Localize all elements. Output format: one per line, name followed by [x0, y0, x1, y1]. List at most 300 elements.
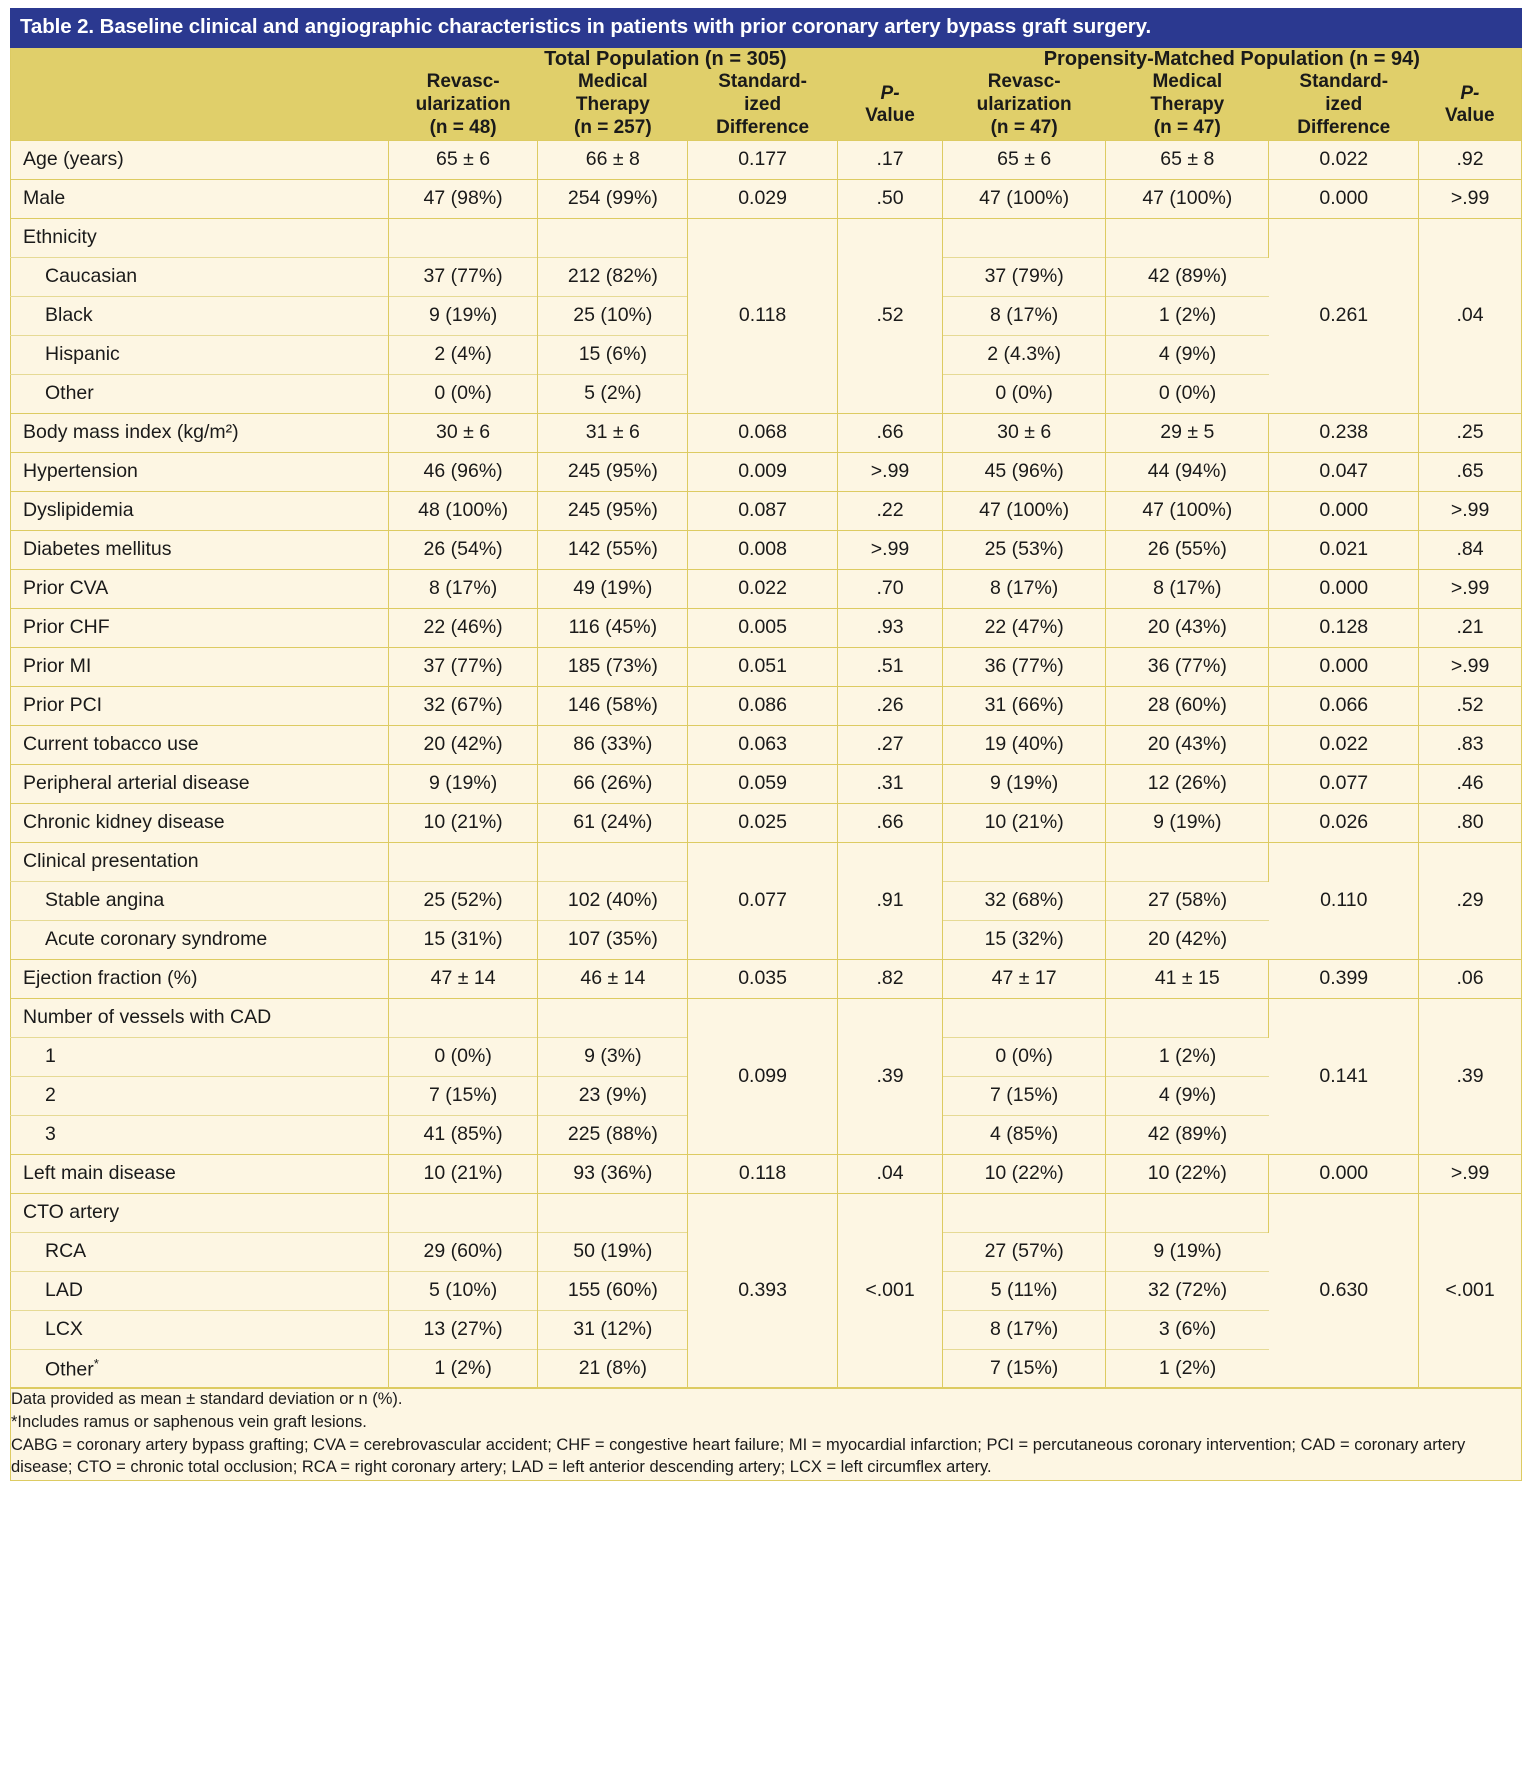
cell-revasc-matched: 0 (0%): [943, 1037, 1106, 1076]
cell-stdiff-matched: 0.000: [1269, 647, 1419, 686]
baseline-characteristics-table: [10, 48, 1522, 1481]
table-row: [11, 569, 1522, 608]
header-line-2: Therapy: [1150, 93, 1225, 115]
cell-revasc-matched: 47 (100%): [943, 179, 1106, 218]
row-label: Stable angina: [11, 881, 389, 920]
row-label: CTO artery: [11, 1193, 389, 1232]
cell-pvalue-total: .51: [837, 647, 942, 686]
row-label: Age (years): [11, 140, 389, 179]
cell-revasc-total: 20 (42%): [388, 725, 538, 764]
cell-revasc-total: 26 (54%): [388, 530, 538, 569]
footnote-line-1: Data provided as mean ± standard deviation or n (%).: [11, 1390, 403, 1409]
cell-revasc-matched: 27 (57%): [943, 1232, 1106, 1271]
cell-medical-total: 21 (8%): [538, 1349, 688, 1388]
cell-medical-matched: [1106, 998, 1269, 1037]
row-label: Ejection fraction (%): [11, 959, 389, 998]
cell-medical-total: 254 (99%): [538, 179, 688, 218]
table-body: [11, 140, 1522, 1388]
table-row: [11, 179, 1522, 218]
cell-revasc-total: 37 (77%): [388, 257, 538, 296]
cell-pvalue-matched: .06: [1419, 959, 1522, 998]
cell-revasc-matched: 45 (96%): [943, 452, 1106, 491]
cell-medical-total: 46 ± 14: [538, 959, 688, 998]
row-label: Current tobacco use: [11, 725, 389, 764]
cell-revasc-matched: 31 (66%): [943, 686, 1106, 725]
cell-revasc-total: 13 (27%): [388, 1310, 538, 1349]
cell-stdiff-total: 0.005: [688, 608, 838, 647]
cell-pvalue-total: >.99: [837, 530, 942, 569]
cell-stdiff-matched: 0.000: [1269, 179, 1419, 218]
cell-revasc-matched: [943, 1193, 1106, 1232]
table-footnotes: [11, 1388, 1522, 1480]
cell-pvalue-matched: .84: [1419, 530, 1522, 569]
cell-stdiff-total: 0.068: [688, 413, 838, 452]
cell-medical-total: 23 (9%): [538, 1076, 688, 1115]
cell-pvalue-matched: .65: [1419, 452, 1522, 491]
row-label: Black: [11, 296, 389, 335]
row-label: 1: [11, 1037, 389, 1076]
table-row: [11, 1193, 1522, 1232]
header-line-2: Therapy: [575, 93, 650, 115]
cell-pvalue-matched: >.99: [1419, 647, 1522, 686]
cell-revasc-total: 1 (2%): [388, 1349, 538, 1388]
footnote-line-3: CABG = coronary artery bypass grafting; CVA = cerebrovascular accident; CHF = congestive heart failure; MI = myocardial infarction; PCI = percutaneous coronary intervention; CAD = coronary artery disease; CTO = chronic total occlusion; RCA = right coronary artery; LAD = left anterior descending artery; LCX = left circumflex artery.: [11, 1435, 1466, 1476]
cell-revasc-matched: [943, 218, 1106, 257]
cell-medical-total: 107 (35%): [538, 920, 688, 959]
table-row: [11, 530, 1522, 569]
cell-revasc-matched: 7 (15%): [943, 1349, 1106, 1388]
header-corner-blank: [11, 48, 389, 72]
row-label: Diabetes mellitus: [11, 530, 389, 569]
cell-revasc-total: 0 (0%): [388, 374, 538, 413]
table-row: [11, 647, 1522, 686]
row-label: Chronic kidney disease: [11, 803, 389, 842]
cell-revasc-total: 32 (67%): [388, 686, 538, 725]
cell-stdiff-matched: 0.000: [1269, 1154, 1419, 1193]
cell-pvalue-total: .26: [837, 686, 942, 725]
cell-pvalue-matched: .25: [1419, 413, 1522, 452]
cell-revasc-total: 46 (96%): [388, 452, 538, 491]
cell-revasc-total: 10 (21%): [388, 1154, 538, 1193]
table-row: [11, 452, 1522, 491]
cell-stdiff-matched: 0.141: [1269, 998, 1419, 1154]
cell-pvalue-matched: >.99: [1419, 491, 1522, 530]
cell-medical-matched: 41 ± 15: [1106, 959, 1269, 998]
header-line-3: (n = 47): [1153, 116, 1221, 138]
cell-medical-matched: 4 (9%): [1106, 1076, 1269, 1115]
cell-medical-matched: 27 (58%): [1106, 881, 1269, 920]
cell-revasc-matched: 10 (22%): [943, 1154, 1106, 1193]
cell-revasc-matched: 5 (11%): [943, 1271, 1106, 1310]
table-row: [11, 803, 1522, 842]
cell-medical-total: [538, 1193, 688, 1232]
cell-revasc-matched: 65 ± 6: [943, 140, 1106, 179]
row-label: Acute coronary syndrome: [11, 920, 389, 959]
cell-medical-matched: 47 (100%): [1106, 491, 1269, 530]
cell-stdiff-total: 0.393: [688, 1193, 838, 1388]
table-row: [11, 998, 1522, 1037]
row-label: Hypertension: [11, 452, 389, 491]
cell-pvalue-matched: >.99: [1419, 179, 1522, 218]
header-label-blank: [11, 71, 389, 140]
cell-medical-matched: 36 (77%): [1106, 647, 1269, 686]
cell-medical-matched: 9 (19%): [1106, 803, 1269, 842]
table-header: [11, 48, 1522, 140]
cell-medical-matched: 20 (43%): [1106, 725, 1269, 764]
cell-revasc-total: 9 (19%): [388, 296, 538, 335]
cell-medical-total: 245 (95%): [538, 452, 688, 491]
cell-stdiff-total: 0.118: [688, 1154, 838, 1193]
cell-revasc-total: 30 ± 6: [388, 413, 538, 452]
row-label: Left main disease: [11, 1154, 389, 1193]
cell-pvalue-total: .39: [837, 998, 942, 1154]
cell-pvalue-matched: .39: [1419, 998, 1522, 1154]
table-title: Table 2. Baseline clinical and angiographic characteristics in patients with prior coronary artery bypass graft surgery.: [10, 8, 1522, 48]
cell-revasc-total: 15 (31%): [388, 920, 538, 959]
header-group-row: [11, 48, 1522, 72]
table-row: [11, 413, 1522, 452]
cell-revasc-total: 10 (21%): [388, 803, 538, 842]
header-line-1: P-: [1460, 82, 1480, 104]
row-label: Body mass index (kg/m²): [11, 413, 389, 452]
header-line-3: Difference: [1297, 116, 1391, 138]
cell-medical-matched: 32 (72%): [1106, 1271, 1269, 1310]
table-row: [11, 140, 1522, 179]
cell-pvalue-total: .70: [837, 569, 942, 608]
cell-revasc-total: [388, 998, 538, 1037]
cell-pvalue-matched: .80: [1419, 803, 1522, 842]
cell-medical-matched: 20 (42%): [1106, 920, 1269, 959]
cell-pvalue-total: .82: [837, 959, 942, 998]
cell-revasc-matched: [943, 842, 1106, 881]
cell-stdiff-matched: 0.022: [1269, 725, 1419, 764]
cell-pvalue-matched: .83: [1419, 725, 1522, 764]
row-label: Clinical presentation: [11, 842, 389, 881]
header-col-revasc-total: [388, 71, 538, 140]
table-row: [11, 725, 1522, 764]
cell-medical-matched: 42 (89%): [1106, 257, 1269, 296]
header-line-1: Medical: [577, 71, 648, 93]
cell-medical-matched: 26 (55%): [1106, 530, 1269, 569]
row-label: LAD: [11, 1271, 389, 1310]
cell-revasc-matched: 36 (77%): [943, 647, 1106, 686]
cell-medical-matched: [1106, 1193, 1269, 1232]
cell-revasc-matched: 32 (68%): [943, 881, 1106, 920]
cell-medical-matched: 29 ± 5: [1106, 413, 1269, 452]
cell-medical-total: 66 ± 8: [538, 140, 688, 179]
cell-revasc-matched: 8 (17%): [943, 1310, 1106, 1349]
cell-revasc-total: 65 ± 6: [388, 140, 538, 179]
cell-medical-total: 185 (73%): [538, 647, 688, 686]
cell-medical-total: 5 (2%): [538, 374, 688, 413]
cell-medical-total: 146 (58%): [538, 686, 688, 725]
cell-medical-total: [538, 998, 688, 1037]
cell-pvalue-total: .52: [837, 218, 942, 413]
cell-stdiff-total: 0.087: [688, 491, 838, 530]
cell-revasc-matched: 19 (40%): [943, 725, 1106, 764]
header-line-1: P-: [880, 82, 900, 104]
cell-pvalue-total: .66: [837, 803, 942, 842]
table-row: [11, 1154, 1522, 1193]
cell-pvalue-total: >.99: [837, 452, 942, 491]
cell-pvalue-total: .31: [837, 764, 942, 803]
table-row: [11, 608, 1522, 647]
footnote-line-2: *Includes ramus or saphenous vein graft lesions.: [11, 1413, 367, 1432]
cell-revasc-total: 25 (52%): [388, 881, 538, 920]
header-line-1: Standard-: [1299, 71, 1389, 93]
cell-stdiff-matched: 0.022: [1269, 140, 1419, 179]
cell-revasc-matched: 47 (100%): [943, 491, 1106, 530]
header-line-3: (n = 257): [574, 116, 652, 138]
header-line-3: (n = 47): [990, 116, 1058, 138]
row-label: Prior PCI: [11, 686, 389, 725]
cell-pvalue-total: .91: [837, 842, 942, 959]
cell-pvalue-total: .50: [837, 179, 942, 218]
cell-pvalue-total: .27: [837, 725, 942, 764]
cell-stdiff-total: 0.177: [688, 140, 838, 179]
cell-revasc-total: [388, 1193, 538, 1232]
header-line-2: ized: [1325, 93, 1363, 115]
cell-revasc-matched: 22 (47%): [943, 608, 1106, 647]
cell-stdiff-total: 0.022: [688, 569, 838, 608]
row-label: Ethnicity: [11, 218, 389, 257]
cell-medical-matched: 9 (19%): [1106, 1232, 1269, 1271]
footnote-cell: [11, 1388, 1522, 1480]
row-label: Caucasian: [11, 257, 389, 296]
row-label: Male: [11, 179, 389, 218]
cell-stdiff-total: 0.009: [688, 452, 838, 491]
cell-medical-total: 61 (24%): [538, 803, 688, 842]
cell-stdiff-matched: 0.399: [1269, 959, 1419, 998]
header-line-1: Medical: [1152, 71, 1223, 93]
table-row: [11, 491, 1522, 530]
cell-pvalue-matched: >.99: [1419, 1154, 1522, 1193]
cell-revasc-matched: 25 (53%): [943, 530, 1106, 569]
cell-medical-total: 155 (60%): [538, 1271, 688, 1310]
cell-stdiff-total: 0.035: [688, 959, 838, 998]
cell-revasc-matched: 7 (15%): [943, 1076, 1106, 1115]
header-col-revasc-matched: [943, 71, 1106, 140]
cell-revasc-total: [388, 842, 538, 881]
cell-medical-total: 25 (10%): [538, 296, 688, 335]
cell-pvalue-matched: .29: [1419, 842, 1522, 959]
header-line-1: Revasc-: [987, 71, 1061, 93]
cell-revasc-total: 0 (0%): [388, 1037, 538, 1076]
cell-medical-total: 102 (40%): [538, 881, 688, 920]
cell-stdiff-matched: 0.026: [1269, 803, 1419, 842]
cell-pvalue-matched: .52: [1419, 686, 1522, 725]
row-label: Prior MI: [11, 647, 389, 686]
cell-revasc-total: 37 (77%): [388, 647, 538, 686]
cell-stdiff-matched: 0.128: [1269, 608, 1419, 647]
cell-revasc-total: 22 (46%): [388, 608, 538, 647]
cell-stdiff-matched: 0.630: [1269, 1193, 1419, 1388]
row-label: Number of vessels with CAD: [11, 998, 389, 1037]
header-line-3: (n = 48): [429, 116, 497, 138]
cell-stdiff-total: 0.025: [688, 803, 838, 842]
cell-revasc-matched: 9 (19%): [943, 764, 1106, 803]
table-row: [11, 686, 1522, 725]
cell-revasc-total: 48 (100%): [388, 491, 538, 530]
cell-medical-matched: 1 (2%): [1106, 1349, 1269, 1388]
cell-revasc-matched: 30 ± 6: [943, 413, 1106, 452]
cell-revasc-total: 9 (19%): [388, 764, 538, 803]
cell-revasc-total: 41 (85%): [388, 1115, 538, 1154]
cell-medical-matched: 28 (60%): [1106, 686, 1269, 725]
cell-medical-matched: [1106, 842, 1269, 881]
cell-stdiff-total: 0.059: [688, 764, 838, 803]
cell-stdiff-total: 0.099: [688, 998, 838, 1154]
cell-revasc-matched: 10 (21%): [943, 803, 1106, 842]
row-label: Prior CVA: [11, 569, 389, 608]
cell-medical-total: 93 (36%): [538, 1154, 688, 1193]
cell-revasc-matched: 8 (17%): [943, 296, 1106, 335]
cell-revasc-matched: 0 (0%): [943, 374, 1106, 413]
cell-medical-total: 212 (82%): [538, 257, 688, 296]
header-line-2: ularization: [415, 93, 511, 115]
cell-revasc-matched: 8 (17%): [943, 569, 1106, 608]
header-group-matched: Propensity-Matched Population (n = 94): [943, 48, 1522, 72]
cell-stdiff-matched: 0.066: [1269, 686, 1419, 725]
cell-pvalue-matched: .92: [1419, 140, 1522, 179]
cell-stdiff-total: 0.063: [688, 725, 838, 764]
header-col-pvalue-matched: [1419, 71, 1522, 140]
cell-medical-matched: 1 (2%): [1106, 1037, 1269, 1076]
cell-medical-total: 15 (6%): [538, 335, 688, 374]
header-line-1: Revasc-: [426, 71, 500, 93]
cell-stdiff-matched: 0.110: [1269, 842, 1419, 959]
cell-stdiff-matched: 0.238: [1269, 413, 1419, 452]
cell-stdiff-matched: 0.000: [1269, 569, 1419, 608]
header-col-pvalue-total: [837, 71, 942, 140]
table-row: [11, 764, 1522, 803]
cell-pvalue-matched: >.99: [1419, 569, 1522, 608]
cell-medical-matched: 20 (43%): [1106, 608, 1269, 647]
cell-stdiff-matched: 0.047: [1269, 452, 1419, 491]
cell-pvalue-total: .04: [837, 1154, 942, 1193]
row-label: Other: [11, 374, 389, 413]
header-line-1: Standard-: [718, 71, 807, 93]
header-col-stdiff-total: [688, 71, 838, 140]
cell-medical-matched: 10 (22%): [1106, 1154, 1269, 1193]
header-line-2: Value: [1444, 105, 1495, 127]
cell-medical-total: 86 (33%): [538, 725, 688, 764]
cell-stdiff-matched: 0.261: [1269, 218, 1419, 413]
cell-medical-total: 31 ± 6: [538, 413, 688, 452]
cell-medical-matched: 65 ± 8: [1106, 140, 1269, 179]
cell-medical-matched: 42 (89%): [1106, 1115, 1269, 1154]
cell-pvalue-matched: .04: [1419, 218, 1522, 413]
cell-medical-total: [538, 842, 688, 881]
cell-stdiff-total: 0.051: [688, 647, 838, 686]
row-label: RCA: [11, 1232, 389, 1271]
cell-revasc-total: 47 (98%): [388, 179, 538, 218]
header-col-medical-total: [538, 71, 688, 140]
cell-revasc-matched: 4 (85%): [943, 1115, 1106, 1154]
cell-medical-matched: 1 (2%): [1106, 296, 1269, 335]
cell-medical-matched: 4 (9%): [1106, 335, 1269, 374]
cell-medical-matched: 12 (26%): [1106, 764, 1269, 803]
cell-revasc-matched: 37 (79%): [943, 257, 1106, 296]
row-label: Other*: [11, 1349, 389, 1388]
row-label: LCX: [11, 1310, 389, 1349]
cell-revasc-total: 47 ± 14: [388, 959, 538, 998]
cell-revasc-total: 2 (4%): [388, 335, 538, 374]
cell-revasc-matched: [943, 998, 1106, 1037]
cell-pvalue-matched: <.001: [1419, 1193, 1522, 1388]
cell-medical-total: 9 (3%): [538, 1037, 688, 1076]
cell-stdiff-matched: 0.021: [1269, 530, 1419, 569]
cell-pvalue-total: <.001: [837, 1193, 942, 1388]
row-label: Hispanic: [11, 335, 389, 374]
cell-stdiff-total: 0.008: [688, 530, 838, 569]
header-col-stdiff-matched: [1269, 71, 1419, 140]
row-label: 3: [11, 1115, 389, 1154]
table-row: [11, 218, 1522, 257]
cell-medical-matched: 3 (6%): [1106, 1310, 1269, 1349]
cell-medical-total: 31 (12%): [538, 1310, 688, 1349]
table-row: [11, 842, 1522, 881]
cell-stdiff-matched: 0.077: [1269, 764, 1419, 803]
cell-medical-total: 116 (45%): [538, 608, 688, 647]
cell-medical-total: 142 (55%): [538, 530, 688, 569]
cell-revasc-total: 7 (15%): [388, 1076, 538, 1115]
cell-stdiff-total: 0.029: [688, 179, 838, 218]
cell-medical-matched: 44 (94%): [1106, 452, 1269, 491]
cell-pvalue-total: .22: [837, 491, 942, 530]
row-label: Dyslipidemia: [11, 491, 389, 530]
header-column-row: [11, 71, 1522, 140]
cell-pvalue-matched: .46: [1419, 764, 1522, 803]
cell-revasc-matched: 2 (4.3%): [943, 335, 1106, 374]
table-row: [11, 959, 1522, 998]
cell-stdiff-total: 0.077: [688, 842, 838, 959]
cell-medical-matched: 8 (17%): [1106, 569, 1269, 608]
cell-pvalue-total: .66: [837, 413, 942, 452]
cell-medical-matched: 47 (100%): [1106, 179, 1269, 218]
cell-pvalue-total: .93: [837, 608, 942, 647]
header-col-medical-matched: [1106, 71, 1269, 140]
cell-revasc-matched: 15 (32%): [943, 920, 1106, 959]
cell-revasc-total: 8 (17%): [388, 569, 538, 608]
cell-medical-total: 225 (88%): [538, 1115, 688, 1154]
cell-stdiff-total: 0.118: [688, 218, 838, 413]
header-line-2: Value: [865, 105, 915, 127]
row-label: 2: [11, 1076, 389, 1115]
cell-revasc-matched: 47 ± 17: [943, 959, 1106, 998]
cell-revasc-total: 29 (60%): [388, 1232, 538, 1271]
cell-medical-total: 49 (19%): [538, 569, 688, 608]
footnote-marker: *: [93, 1355, 99, 1371]
row-label: Peripheral arterial disease: [11, 764, 389, 803]
cell-medical-total: 50 (19%): [538, 1232, 688, 1271]
cell-medical-total: 66 (26%): [538, 764, 688, 803]
row-label: Prior CHF: [11, 608, 389, 647]
cell-stdiff-total: 0.086: [688, 686, 838, 725]
cell-medical-matched: 0 (0%): [1106, 374, 1269, 413]
header-group-total: Total Population (n = 305): [388, 48, 942, 72]
cell-stdiff-matched: 0.000: [1269, 491, 1419, 530]
cell-medical-total: 245 (95%): [538, 491, 688, 530]
cell-revasc-total: [388, 218, 538, 257]
cell-pvalue-matched: .21: [1419, 608, 1522, 647]
cell-revasc-total: 5 (10%): [388, 1271, 538, 1310]
cell-medical-total: [538, 218, 688, 257]
cell-pvalue-total: .17: [837, 140, 942, 179]
cell-medical-matched: [1106, 218, 1269, 257]
header-line-3: Difference: [716, 116, 810, 138]
header-line-2: ularization: [976, 93, 1072, 115]
